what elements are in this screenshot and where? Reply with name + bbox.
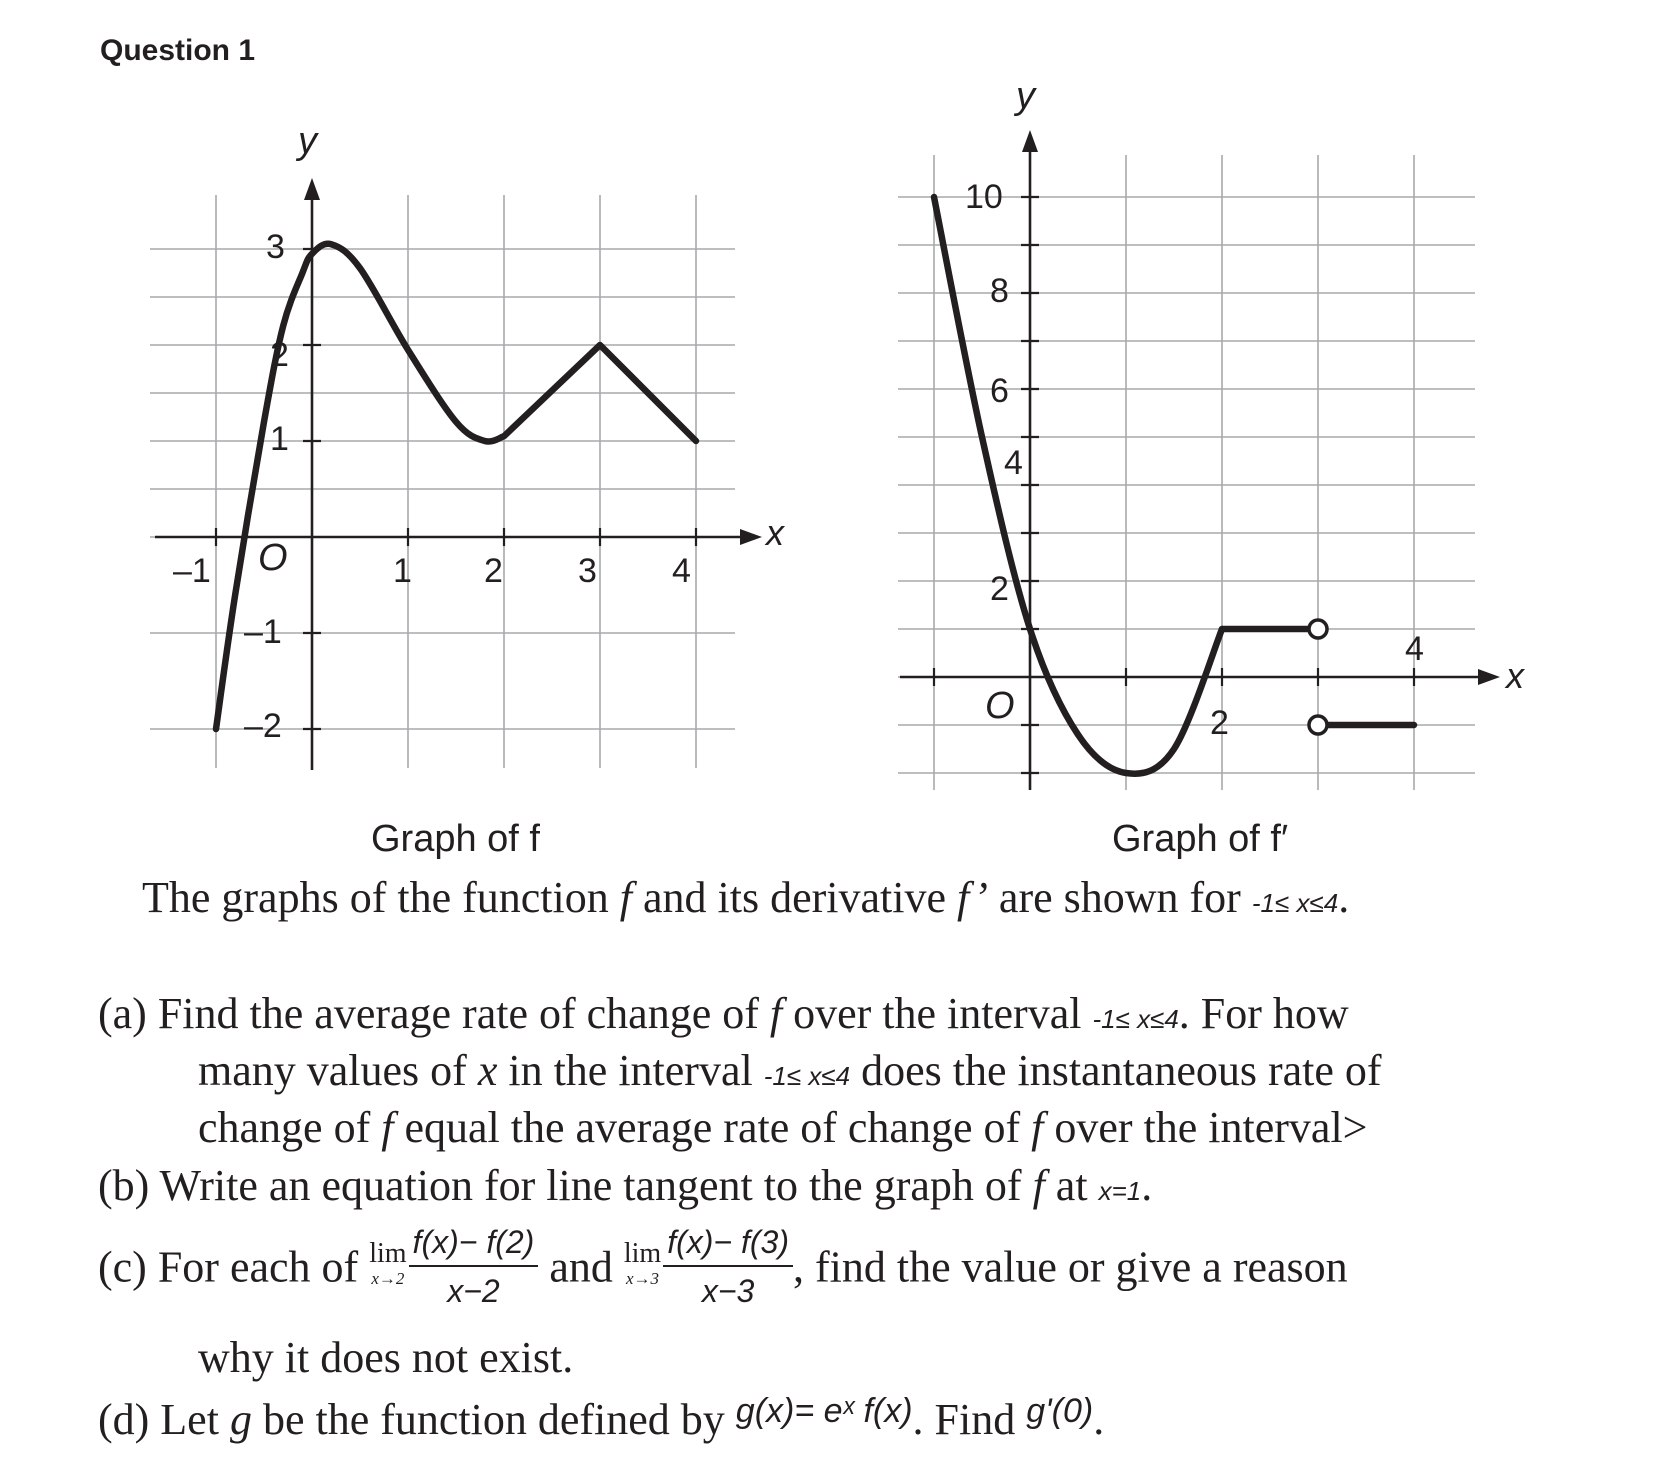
intro-end: .	[1338, 873, 1350, 922]
part-d-g: g	[229, 1395, 252, 1444]
question-title: Question 1	[100, 34, 256, 67]
intro-fprime: f’	[957, 873, 988, 922]
part-b-text: at	[1044, 1161, 1099, 1210]
part-c-line2	[198, 1332, 573, 1383]
graph-fprime-xtick-label: 4	[1405, 630, 1424, 668]
part-c-and: and	[538, 1242, 624, 1292]
limit-2	[623, 1237, 662, 1288]
part-c-line1	[98, 1224, 1348, 1310]
part-a-x: x	[477, 1046, 498, 1095]
intro-text-1: The graphs of the function	[142, 873, 620, 922]
limit-1	[369, 1237, 407, 1288]
part-a-text: . For how	[1178, 989, 1349, 1038]
graph-fprime-ytick-label: 2	[990, 570, 1009, 608]
graph-f-origin-label: O	[258, 537, 288, 579]
graph-fprime-ytick-label: 4	[1004, 444, 1023, 482]
part-d	[98, 1394, 1104, 1445]
part-b-text: .	[1141, 1161, 1153, 1210]
graph-f-xtick-label: 1	[393, 552, 412, 590]
graph-f-xtick-label: 3	[578, 552, 597, 590]
part-d-text: .	[1093, 1395, 1105, 1444]
part-a-line1	[98, 988, 1349, 1039]
graph-fprime-ytick-label: 8	[990, 272, 1009, 310]
graph-fprime-y-axis-label: y	[1016, 75, 1035, 117]
lim-sub: x→2	[371, 1268, 405, 1288]
intro-text	[142, 872, 1349, 923]
graph-fprime-ytick-label: 6	[990, 372, 1009, 410]
part-a-interval: -1≤ x≤4	[1092, 1004, 1179, 1034]
lim-word: lim	[369, 1237, 407, 1269]
part-a-text: over the interval>	[1043, 1103, 1368, 1152]
lim-word: lim	[623, 1237, 662, 1269]
graph-f-xtick-label: 2	[484, 552, 503, 590]
graph-f-caption: Graph of f	[371, 818, 540, 860]
part-a-f: f	[381, 1103, 394, 1152]
part-d-find: g'(0)	[1026, 1392, 1094, 1430]
graph-f-ytick-label: –1	[244, 613, 282, 651]
part-a-text: equal the average rate of change of	[393, 1103, 1032, 1152]
part-c-text: , find the value or give a reason	[792, 1242, 1348, 1292]
graph-fprime-open-endpoint	[1309, 620, 1327, 638]
graph-fprime-open-endpoint	[1309, 716, 1327, 734]
intro-text-3: are shown for	[987, 873, 1252, 922]
part-a-text: does the instantaneous rate of	[850, 1046, 1382, 1095]
fraction-2	[663, 1224, 793, 1310]
part-a-text: (a) Find the average rate of change of	[98, 989, 770, 1038]
part-c-text: why it does not exist.	[198, 1333, 574, 1382]
part-d-text: be the function defined by	[251, 1395, 736, 1444]
part-a-text: change of	[198, 1103, 382, 1152]
graph-f-x-axis-label: x	[766, 512, 784, 553]
fraction-1-denominator: x−2	[447, 1273, 500, 1309]
part-a-interval: -1≤ x≤4	[763, 1061, 851, 1091]
part-a-text: over the interval	[782, 989, 1093, 1038]
graph-fprime-xtick-label: 2	[1210, 704, 1229, 742]
fraction-2-numerator: f(x)− f(3)	[663, 1224, 793, 1267]
part-d-text: (d) Let	[98, 1395, 230, 1444]
part-c-text: (c) For each of	[98, 1242, 370, 1292]
part-a-f: f	[1031, 1103, 1044, 1152]
part-a-f: f	[769, 989, 783, 1038]
part-b-x: x=1	[1098, 1176, 1142, 1206]
fraction-1-numerator: f(x)− f(2)	[409, 1224, 539, 1267]
intro-interval: -1≤ x≤4	[1251, 888, 1339, 918]
graph-f-ytick-label: 3	[266, 228, 285, 266]
graph-fprime-x-axis-label: x	[1506, 655, 1524, 696]
graph-f-y-axis-label: y	[298, 120, 317, 162]
part-a-line2	[198, 1045, 1382, 1096]
part-b-f: f	[1032, 1161, 1045, 1210]
part-d-definition: g(x)= eˣ f(x)	[735, 1392, 913, 1430]
intro-text-2: and its derivative	[631, 873, 957, 922]
graph-f-xtick-label: –1	[173, 552, 211, 590]
lim-sub: x→3	[626, 1268, 660, 1288]
graph-f-ytick-label: 1	[270, 420, 289, 458]
graph-f-ytick-label: 2	[270, 336, 289, 374]
part-a-text: in the interval	[497, 1046, 764, 1095]
part-a-text: many values of	[198, 1046, 478, 1095]
graph-fprime-origin-label: O	[985, 685, 1015, 727]
part-b	[98, 1160, 1152, 1211]
fraction-2-denominator: x−3	[701, 1273, 755, 1309]
graph-f-xtick-label: 4	[672, 552, 691, 590]
part-b-text: (b) Write an equation for line tangent to the graph of	[98, 1161, 1033, 1210]
fraction-1	[409, 1224, 539, 1310]
graph-f-ytick-label: –2	[244, 707, 282, 745]
part-d-text: . Find	[912, 1395, 1027, 1444]
intro-f: f	[619, 873, 632, 922]
part-a-line3	[198, 1102, 1368, 1153]
graph-fprime-caption: Graph of f′	[1112, 818, 1289, 860]
graph-fprime-ytick-label: 10	[965, 178, 1003, 216]
graph-fprime-y-arrow	[1022, 130, 1038, 152]
graph-fprime-x-arrow	[1478, 669, 1500, 685]
